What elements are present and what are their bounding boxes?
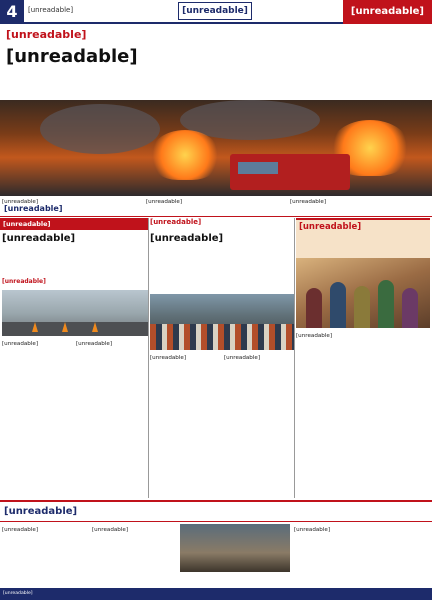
lead-col-1: [unreadable] (2, 199, 39, 205)
side-body: [unreadable] (296, 333, 333, 339)
lead-col-3: [unreadable] (290, 199, 327, 205)
smoke-shape (40, 104, 160, 154)
lead-kicker: [unreadable] (6, 28, 87, 41)
masthead (0, 0, 432, 24)
msu-kicker: [unreadable] (150, 218, 202, 226)
traffic-body-1: [unreadable] (2, 341, 39, 347)
msu-headline: [unreadable] (150, 233, 224, 244)
msu-photo (150, 294, 294, 350)
crowd-shape (150, 324, 294, 350)
person-shape (354, 286, 370, 328)
person-shape (330, 282, 346, 328)
lead-photo-caption: [unreadable] (0, 200, 150, 256)
traffic-subhead: [unreadable] (2, 278, 46, 285)
msu-body-1: [unreadable] (150, 355, 187, 361)
divider (0, 216, 432, 217)
footer-imprint: [unreadable] (0, 588, 432, 600)
traffic-photo (2, 290, 148, 336)
person-shape (378, 280, 394, 328)
lead-col-2: [unreadable] (146, 199, 183, 205)
side-photo (296, 258, 430, 328)
masthead-logo: [unreadable] (178, 2, 252, 20)
page-number: 4 (0, 0, 24, 24)
divider (294, 218, 295, 498)
side-headline: [unreadable] (296, 218, 430, 258)
lead-photo (0, 100, 432, 213)
bottom-body-1: [unreadable] (2, 527, 39, 533)
bottom-photo (180, 524, 290, 572)
bottom-body-3: [unreadable] (294, 527, 331, 533)
person-shape (402, 288, 418, 328)
traffic-body-2: [unreadable] (76, 341, 113, 347)
bottom-headline: [unreadable] (0, 500, 432, 522)
person-shape (306, 288, 322, 328)
traffic-headline: [unreadable] (2, 233, 76, 244)
date-line: [unreadable] (28, 6, 74, 14)
section-name: [unreadable] (343, 0, 432, 24)
traffic-strap: [unreadable] (0, 218, 148, 230)
flame-shape (150, 130, 220, 180)
msu-body-2: [unreadable] (224, 355, 261, 361)
road-shape (2, 322, 148, 336)
fire-truck (230, 154, 350, 190)
divider (148, 218, 149, 498)
bottom-body-2: [unreadable] (92, 527, 129, 533)
lead-headline: [unreadable] (6, 46, 138, 67)
